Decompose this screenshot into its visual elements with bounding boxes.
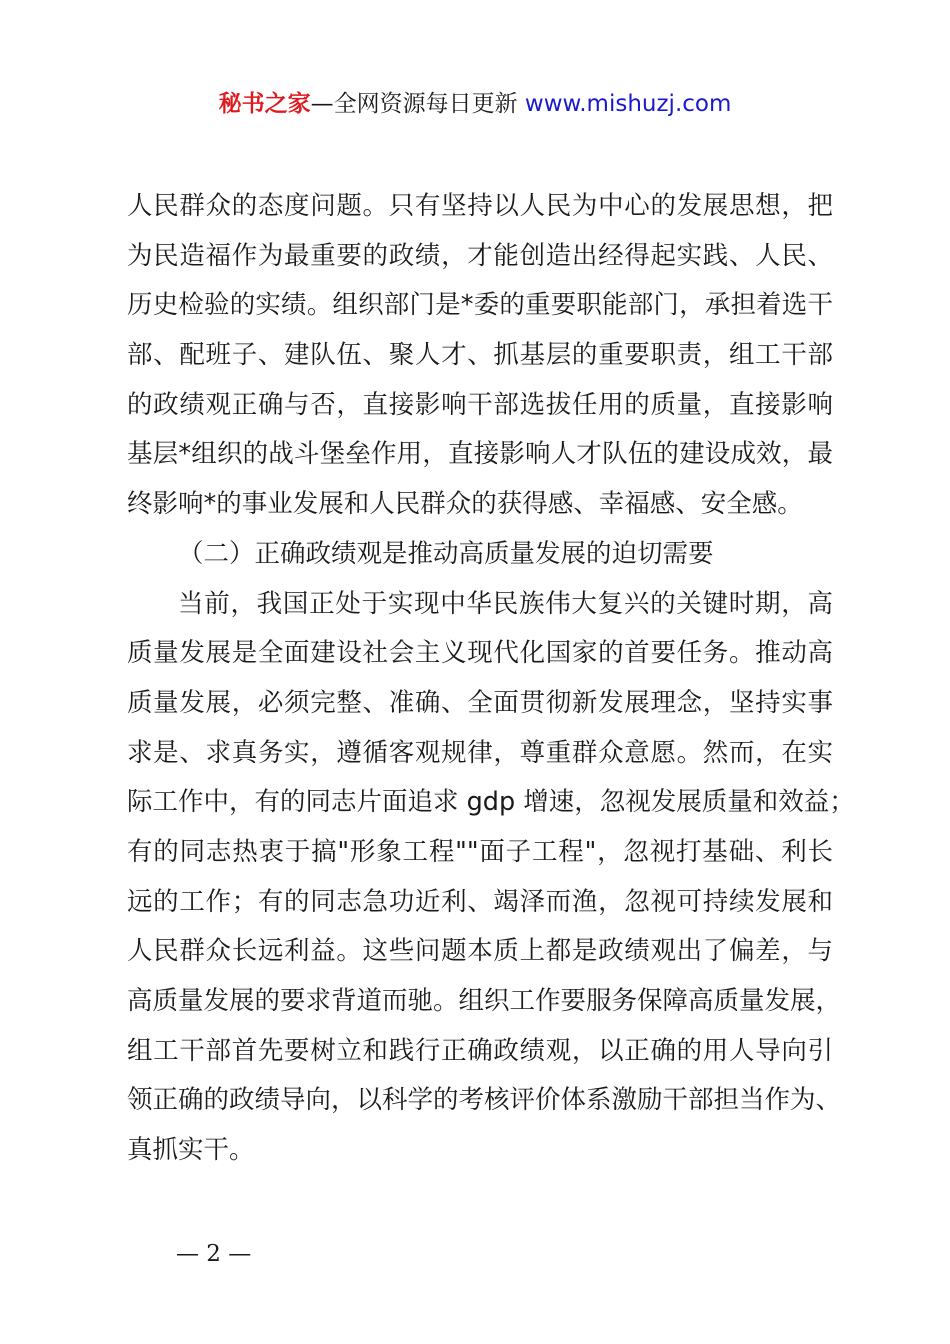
- text-line: 人民群众的态度问题。只有坚持以人民为中心的发展思想，把: [127, 191, 833, 221]
- text-line: 高质量发展的要求背道而驰。组织工作要服务保障高质量发展，: [127, 986, 842, 1016]
- text-line: 部、配班子、建队伍、聚人才、抓基层的重要职责，组工干部: [127, 340, 833, 371]
- brand-name: 秘书之家: [218, 91, 311, 117]
- site-url-link[interactable]: www.mishuzj.com: [524, 91, 732, 117]
- text-line: 真抓实干。: [127, 1135, 255, 1166]
- text-line: 历史检验的实绩。组织部门是*委的重要职能部门，承担着选干: [127, 290, 833, 321]
- text-line: 组工干部首先要树立和践行正确政绩观，以正确的用人导向引: [127, 1035, 833, 1066]
- section-heading: （二）正确政绩观是推动高质量发展的迫切需要: [178, 538, 714, 569]
- text-line: 基层*组织的战斗堡垒作用，直接影响人才队伍的建设成效，最: [127, 439, 833, 470]
- text-line: 际工作中，有的同志片面追求 gdp 增速，忽视发展质量和效益；: [127, 787, 855, 818]
- text-line: 领正确的政绩导向，以科学的考核评价体系激励干部担当作为、: [127, 1085, 842, 1116]
- text-line: 终影响*的事业发展和人民群众的获得感、幸福感、安全感。: [127, 489, 803, 520]
- document-body: [127, 182, 855, 1176]
- text-line: 质量发展是全面建设社会主义现代化国家的首要任务。推动高: [127, 638, 833, 669]
- text-line: 质量发展，必须完整、准确、全面贯彻新发展理念，坚持实事: [127, 687, 833, 718]
- text-line: 的政绩观正确与否，直接影响干部选拔任用的质量，直接影响: [127, 389, 833, 420]
- text-line: 人民群众长远利益。这些问题本质上都是政绩观出了偏差，与: [127, 936, 833, 967]
- text-line: 当前，我国正处于实现中华民族伟大复兴的关键时期，高: [178, 588, 833, 619]
- text-line: 为民造福作为最重要的政绩，才能创造出经得起实践、人民、: [127, 240, 833, 271]
- page-number: — 2 —: [176, 1241, 252, 1267]
- text-line: 求是、求真务实，遵循客观规律，尊重群众意愿。然而，在实: [127, 737, 833, 768]
- site-header: [0, 86, 950, 122]
- text-line: 远的工作；有的同志急功近利、竭泽而渔，忽视可持续发展和: [127, 886, 833, 917]
- text-line: 有的同志热衷于搞"形象工程""面子工程"，忽视打基础、利长: [127, 836, 833, 867]
- header-tagline: —全网资源每日更新: [310, 91, 525, 117]
